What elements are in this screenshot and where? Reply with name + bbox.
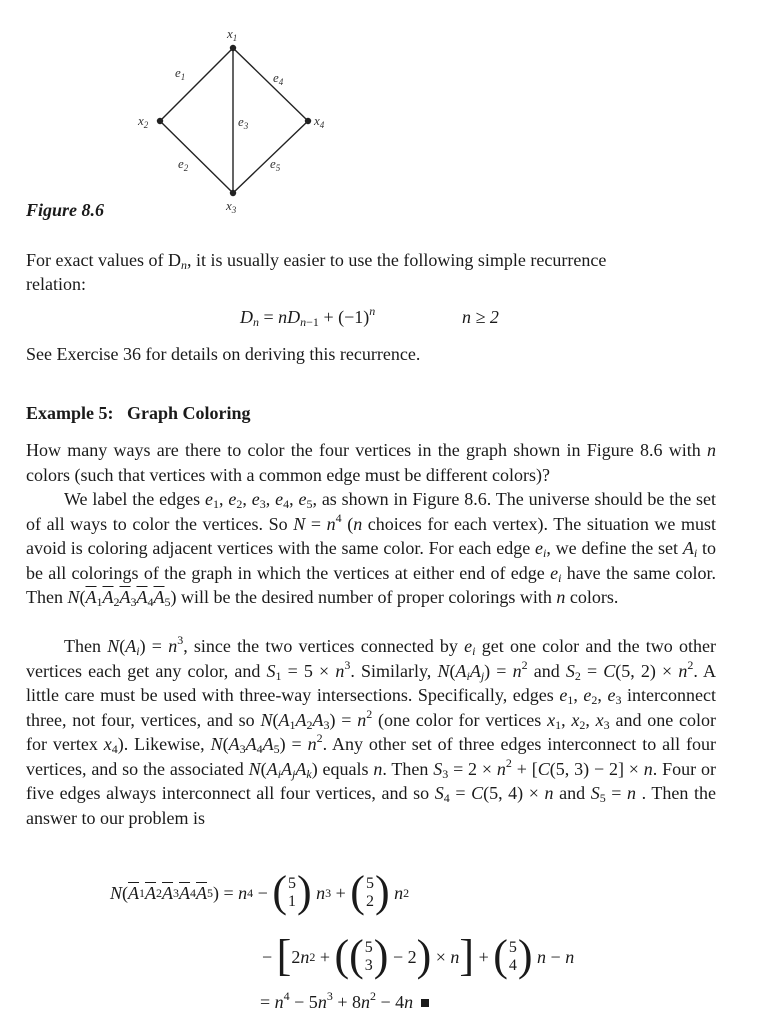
figure-caption: Figure 8.6 xyxy=(26,200,105,220)
edge-e1 xyxy=(160,48,233,121)
example-heading: Example 5: Graph Coloring xyxy=(26,403,251,423)
label-e4: $e_4$ xyxy=(273,70,284,87)
equation-line-1: N ( $\overline{A}$ 1 $\overline{A}$ 2 $\overline{A}$ 3 $\overline{A}$ 4 $\overline{A}$ 5 ) = n 4 − ( 5 1 ) n 3 + ( 5 2 ) n 2 xyxy=(110,866,410,916)
graph-figure xyxy=(120,22,350,217)
edge-e2 xyxy=(160,121,233,193)
equation-line-2: − [ 2 n 2 + ( ( 5 3 ) − 2 ) × n ] + ( 5 4 ) n − n xyxy=(262,930,575,980)
intro-line-2: relation: xyxy=(26,274,86,294)
vertex-x1 xyxy=(230,45,236,51)
label-e1: $e_1$ xyxy=(175,65,186,82)
vertex-x2 xyxy=(157,118,163,124)
label-x4: $x_4$ xyxy=(314,113,325,130)
label-x2: $x_2$ xyxy=(138,113,149,130)
vertex-x4 xyxy=(305,118,311,124)
label-x1: $x_1$ xyxy=(227,26,238,43)
label-e3: $e_3$ xyxy=(238,114,249,131)
recurrence-condition: n ≥ 2 xyxy=(462,307,499,327)
qed-square xyxy=(421,999,429,1007)
vertex-x3 xyxy=(230,190,236,196)
paragraph-3: Then $N(A_i) = n^3$, since the two vertices connected by $e_i$ get one color and the two other vertices each get any color, and $S_1 = 5 \times n^3$. Similarly, $N(A_iA_j) = n^2$ and $S_2 = C(5$, $2) \times n^2$. A little care must be used with three-way intersections. Specifically, edges $e_1$, $e_2$, $e_3$ interconnect three, not four, vertices, and so $N(A_1A_2A_3) = n^2$ (one color for vertices $x_1$, $x_2$, $x_3$ and one color for vertex $x_4$). Likewise, $N(A_3A_4A_5) = n^2$. Any other set of three edges interconnect to all four vertices, and so the associated $N(A_iA_jA_k)$ equals n. Then $S_3 = 2 \times n^2 + [C(5$, 3) − 2] × n. Four or five edges always interconnect all four vertices, and so $S_4 = C(5$, 4) × n and $S_5 = n$ . Then the answer to our problem is xyxy=(26,633,717,828)
equation-line-3: = $n^4 - 5n^3 + 8n^2 - 4n$ xyxy=(260,992,429,1013)
paragraph-1: How many ways are there to color the four vertices in the graph shown in Figure 8.6 with n colors (such that vertices with a common edge must be different colors)? xyxy=(26,440,716,485)
see-exercise: See Exercise 36 for details on deriving this recurrence. xyxy=(26,344,421,364)
recurrence-equation: $D_n = nD_{n-1} + (-1)^n$ xyxy=(240,304,376,329)
label-e2: $e_2$ xyxy=(178,156,189,173)
paragraph-2: We label the edges $e_1$, $e_2$, $e_3$, $e_4$, $e_5$, as shown in Figure 8.6. The universe should be the set of all ways to color the vertices. So $N = n^4$ (n choices for each vertex). The situation we must avoid is coloring adjacent vertices with the same color. For each edge $e_i$, we define the set $A_i$ to be all colorings of the graph in which the vertices at either end of edge $e_i$ have the same color. Then $N(\overline{A}_1\overline{A}_2\overline{A}_3\overline{A}_4\overline{A}_5)$ will be the desired number of proper colorings with n colors. xyxy=(26,489,717,609)
intro-line-1: For exact values of $D_n$, it is usually easier to use the following simple recurrence xyxy=(26,250,607,272)
label-x3: $x_3$ xyxy=(226,198,237,215)
label-e5: $e_5$ xyxy=(270,156,281,173)
edge-e4 xyxy=(233,48,308,121)
